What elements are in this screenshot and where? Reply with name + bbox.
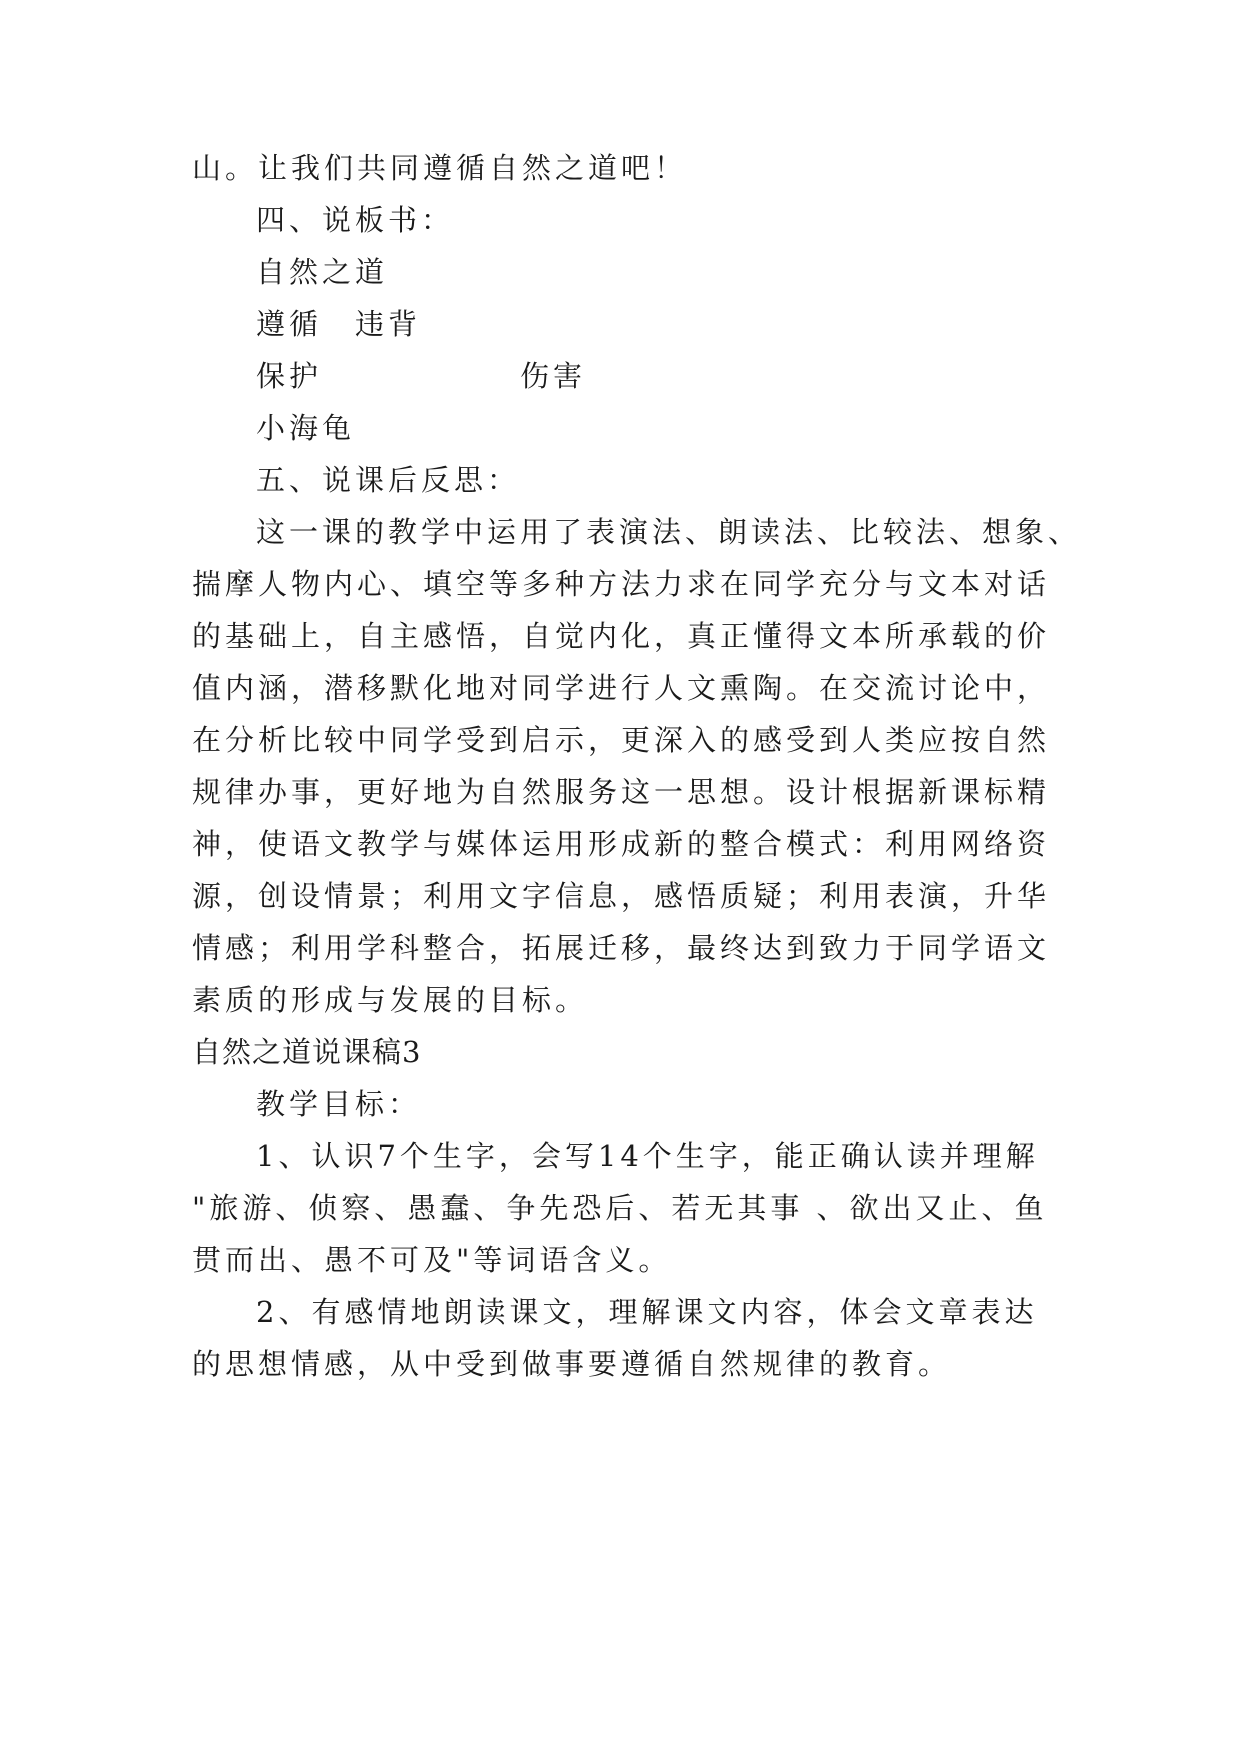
text-line: 1、认识7个生字，会写14个生字，能正确认读并理解	[256, 1139, 1039, 1173]
text-line: 山。让我们共同遵循自然之道吧！	[192, 151, 688, 185]
board-word-protect: 保护	[256, 359, 323, 393]
board-line-follow-violate: 遵循 违背	[256, 307, 422, 341]
board-line-turtle: 小海龟	[256, 411, 356, 445]
text-line: "旅游、侦察、愚蠢、争先恐后、若无其事 、欲出又止、鱼	[192, 1191, 1048, 1225]
section-heading-reflection: 五、说课后反思：	[256, 463, 521, 497]
text-line: 贯而出、愚不可及"等词语含义。	[192, 1243, 672, 1277]
document-title: 自然之道说课稿3	[192, 1035, 422, 1069]
text-line: 这一课的教学中运用了表演法、朗读法、比较法、想象、	[256, 515, 1082, 549]
text-line: 在分析比较中同学受到启示，更深入的感受到人类应按自然	[192, 723, 1051, 757]
board-title: 自然之道	[256, 255, 389, 289]
text-line: 的思想情感，从中受到做事要遵循自然规律的教育。	[192, 1347, 952, 1381]
board-word-harm: 伤害	[520, 359, 587, 393]
text-line: 神，使语文教学与媒体运用形成新的整合模式：利用网络资	[192, 827, 1051, 861]
text-line: 的基础上，自主感悟，自觉内化，真正懂得文本所承载的价	[192, 619, 1051, 653]
text-line: 源，创设情景；利用文字信息，感悟质疑；利用表演，升华	[192, 879, 1051, 913]
text-line: 素质的形成与发展的目标。	[192, 983, 589, 1017]
section-heading-board: 四、说板书：	[256, 203, 455, 237]
text-line: 规律办事，更好地为自然服务这一思想。设计根据新课标精	[192, 775, 1051, 809]
board-line-protect-harm	[256, 356, 1072, 396]
section-heading-objectives: 教学目标：	[256, 1087, 422, 1121]
text-line: 2、有感情地朗读课文，理解课文内容，体会文章表达	[256, 1295, 1038, 1329]
text-line: 情感；利用学科整合，拓展迁移，最终达到致力于同学语文	[192, 931, 1051, 965]
text-line: 揣摩人物内心、填空等多种方法力求在同学充分与文本对话	[192, 567, 1051, 601]
text-line: 值内涵，潜移默化地对同学进行人文熏陶。在交流讨论中，	[192, 671, 1051, 705]
